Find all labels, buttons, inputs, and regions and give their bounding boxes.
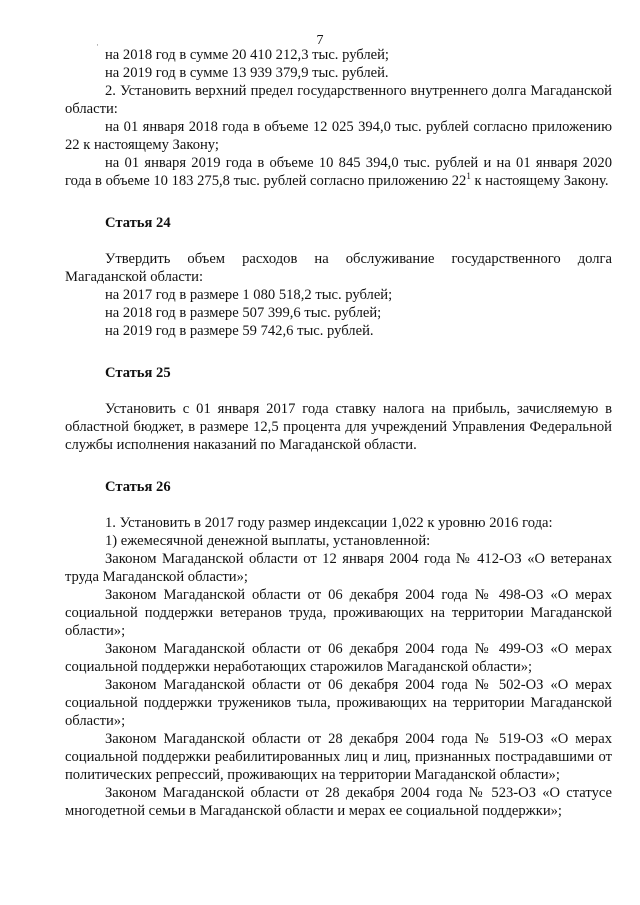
article-25-title: Статья 25: [105, 365, 171, 381]
document-body: [65, 46, 612, 820]
law-reference: Законом Магаданской области от 28 декабря 2004 года № 519-ОЗ «О мерах социальной поддержки реабилитированных лиц и лиц, признанных пострадавшими от политических репрессий, проживающих на территории Магаданской области»;: [65, 731, 612, 783]
article-24-intro: Утвердить объем расходов на обслуживание государственного долга Магаданской области:: [65, 251, 612, 285]
scan-mark: ·: [96, 40, 99, 50]
law-reference: Законом Магаданской области от 12 января 2004 года № 412-ОЗ «О ветеранах труда Магаданской области»;: [65, 551, 612, 585]
page-number: 7: [316, 33, 324, 48]
law-reference: Законом Магаданской области от 06 декабря 2004 года № 502-ОЗ «О мерах социальной поддержки тружеников тыла, проживающих на территории Магаданской области»;: [65, 677, 612, 729]
debt-limit-2019-2020-text: на 01 января 2019 года в объеме 10 845 394,0 тыс. рублей и на 01 января 2020 года в объеме 10 183 275,8 тыс. рублей согласно приложению 22: [65, 155, 612, 189]
law-reference: Законом Магаданской области от 06 декабря 2004 года № 499-ОЗ «О мерах социальной поддержки неработающих старожилов Магаданской области»;: [65, 641, 612, 675]
budget-line-2018: на 2018 год в сумме 20 410 212,3 тыс. рублей;: [105, 47, 389, 63]
debt-limit-2019-2020-tail: к настоящему Закону.: [470, 173, 609, 189]
debt-limit-2018: на 01 января 2018 года в объеме 12 025 394,0 тыс. рублей согласно приложению 22 к настоящему Закону;: [65, 119, 612, 153]
article-25-text: Установить с 01 января 2017 года ставку налога на прибыль, зачисляемую в областной бюджет, в размере 12,5 процента для учреждений Управления Федеральной службы исполнения наказаний по Магаданской области.: [65, 401, 612, 453]
law-reference: Законом Магаданской области от 06 декабря 2004 года № 498-ОЗ «О мерах социальной поддержки ветеранов труда, проживающих на территории Магаданской области»;: [65, 587, 612, 639]
article-24-line: на 2019 год в размере 59 742,6 тыс. рублей.: [105, 323, 374, 339]
debt-limit-paragraph: 2. Установить верхний предел государственного внутреннего долга Магаданской области:: [65, 83, 612, 117]
article-26-item-1: 1. Установить в 2017 году размер индексации 1,022 к уровню 2016 года:: [105, 515, 553, 531]
article-26-subitem-1: 1) ежемесячной денежной выплаты, установленной:: [105, 533, 431, 549]
article-24-line: на 2017 год в размере 1 080 518,2 тыс. рублей;: [105, 287, 393, 303]
article-24-line: на 2018 год в размере 507 399,6 тыс. рублей;: [105, 305, 382, 321]
budget-line-2019: на 2019 год в сумме 13 939 379,9 тыс. рублей.: [105, 65, 389, 81]
debt-limit-2019-2020: [65, 154, 612, 190]
article-24-title: Статья 24: [105, 215, 171, 231]
law-reference: Законом Магаданской области от 28 декабря 2004 года № 523-ОЗ «О статусе многодетной семьи в Магаданской области и мерах ее социальной поддержки»;: [65, 785, 612, 819]
appendix-superscript: 1: [466, 171, 471, 182]
article-26-title: Статья 26: [105, 479, 171, 495]
